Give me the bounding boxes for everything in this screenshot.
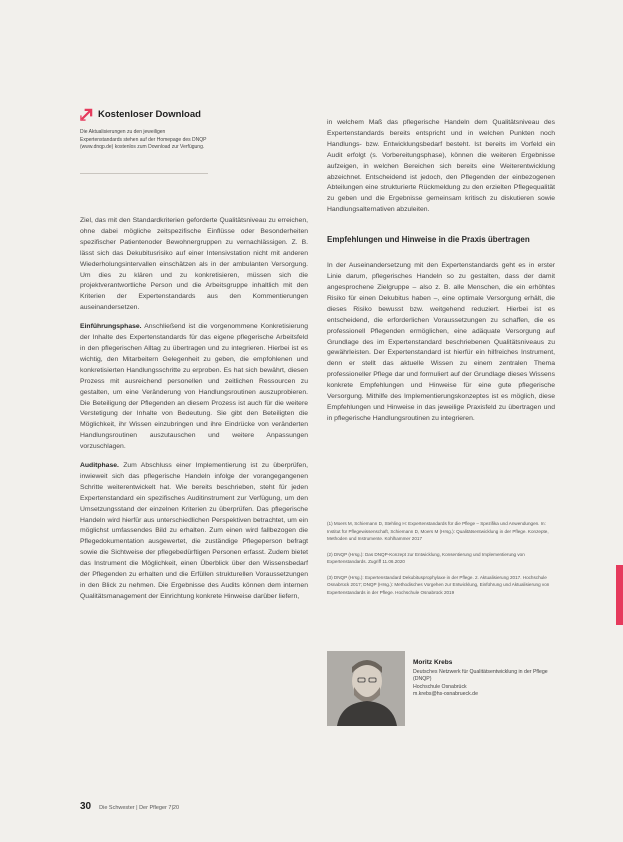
download-divider	[80, 173, 208, 174]
download-title-row	[80, 108, 208, 121]
einfuehrungsphase-text: Anschließend ist die vorgenommene Konkretisierung der Inhalte des Expertenstandards für das eigene pflegerische Arbeitsfeld in den pflegerischen Alltag zu übertragen und zu integrieren. Hierbei ist es wichtig, den Mitarbeitern Gelegenheit zu geben, die empfohlenen und konkretisierten Handlungsschritte zu erproben. Es hat sich bewährt, diesen Prozess mit ausreichend personellen und zeitlichen Ressourcen zu gestalten, um eine Veränderung von Handlungsroutinen auszuprobieren. Die Beteiligung der Pflegenden an diesem Prozess ist auch für die weitere Verstetigung der Inhalte von Bedeutung. Sie gibt den Beteiligten die Möglichkeit, ihr Wissen einzubringen und ihre Eindrücke von veränderten Handlungsroutinen auszutauschen und weitere Anpassungen vorzuschlagen.	[80, 323, 308, 451]
download-box	[80, 108, 208, 152]
right-column	[327, 118, 555, 433]
page-footer	[80, 801, 179, 812]
author-affiliation: Deutsches Netzwerk für Qualitätsentwicklung in der Pflege (DNQP)	[413, 669, 548, 683]
left-paragraph-1: Ziel, das mit den Standardkriterien geforderte Qualitätsniveau zu erreichen, ohne dabei mögliche zeitspezifische Einflüsse oder Besonderheiten spezifischer Patientenoder Bewohnergruppen zu vernachlässigen. Z. B. lässt sich das Dekubitusrisiko auf einer Intensivstation nicht mit anderen Wiederholungsintervallen einschätzen als in der ambulanten Versorgung. Um dies zu klären und zu konkretisieren, müssen sich die projektverantwortliche Person und die Arbeitsgruppe inhaltlich mit den Kriterien der Expertenstandards aus den Kommentierungen auseinandersetzen.	[80, 217, 308, 312]
author-email: m.krebs@hs-osnabrueck.de	[413, 691, 478, 698]
author-name: Moritz Krebs	[413, 659, 453, 666]
author-institution: Hochschule Osnabrück	[413, 683, 467, 690]
reference-item: (3) DNQP (Hrsg.): Expertenstandard Dekubitusprophylaxe in der Pflege. 2. Aktualisierung 2017. Hochschule Osnabrück 2017; DNQP (Hrsg.): Methodisches Vorgehen zur Entwicklung, Einführung und Aktualisierung von Expertenstandards in der Pflege. Hochschule Osnabrück 2019	[327, 574, 550, 595]
author-info	[413, 659, 553, 699]
page-number: 30	[80, 801, 92, 812]
left-column	[80, 216, 308, 611]
footer-title: Die Schwester | Der Pfleger 7|20	[99, 805, 180, 811]
right-paragraph-2: In der Auseinandersetzung mit den Expertenstandards geht es in erster Linie darum, pflegerisches Handeln so zu gestalten, dass der damit angesprochene Zielgruppe – also z. B. alle Menschen, die ein erhöhtes Risiko für einen Dekubitus haben –, eine optimale Versorgung erhält, die dieses Risiko bewusst bzw. weitgehend reduziert. Hierbei ist es entscheidend, die erforderlichen Voraussetzungen zu schaffen, die es professionell Pflegenden ermöglichen, eine adäquate Versorgung auf Grundlage des im Expertenstandard beschriebenen Qualitätsniveaus zu gewährleisten. Der Expertenstandard ist hierfür ein hilfreiches Instrument, denn er stellt das aktuelle Wissen zu einem zentralen Thema professioneller Pflege dar und formuliert auf der Grundlage dieses Wissens konkrete Empfehlungen und Hinweise für eine gute pflegerische Versorgung. Mithilfe des Implementierungskonzeptes ist es möglich, diese Empfehlungen und Hinweise in das jeweilige Praxisfeld zu übertragen und in pflegerische Handlungsroutinen zu integrieren.	[327, 262, 555, 422]
auditphase-lead: Auditphase.	[80, 462, 119, 470]
author-box	[327, 651, 555, 726]
section-heading: Empfehlungen und Hinweise in die Praxis übertragen	[327, 235, 530, 245]
download-text: Die Aktualisierungen zu den jeweiligen Expertenstandards stehen auf der Homepage des DNQP (www.dnqp.de) kostenlos zum Download zur Verfügung.	[80, 129, 207, 150]
references	[327, 520, 555, 604]
download-title: Kostenloser Download	[98, 109, 201, 120]
download-arrow-icon	[80, 108, 93, 121]
reference-item: (2) DNQP (Hrsg.): Das DNQP-Konzept zur Entwicklung, Konsentierung und Implementierung von Expertenstandards. Zugriff 11.06.2020	[327, 551, 525, 564]
accent-bar	[616, 565, 623, 625]
author-photo	[327, 651, 405, 726]
left-paragraph-2	[80, 322, 308, 453]
reference-item: (1) Moers M, Schiemann D, Stehling H: Expertenstandards für die Pflege – Spezifika und Anwendungen. In: Institut für Pflegewissenschaft, Schiemann D, Moers M (Hrsg.): Qualitätsentwicklung in der Pflege. Konzepte, Methoden und Instrumente. Kohlhammer 2017	[327, 521, 549, 541]
einfuehrungsphase-lead: Einführungsphase.	[80, 323, 142, 331]
left-paragraph-3	[80, 461, 308, 603]
right-paragraph-1: in welchem Maß das pflegerische Handeln dem Qualitätsniveau des Expertenstandards bereits entspricht und in welchen Punkten noch Handlungs- bzw. Entwicklungsbedarf besteht. Ist bereits im Vorfeld ein Audit erfolgt (s. Vorbereitungsphase), können die weiteren Ergebnisse aufzeigen, in welchen Bereichen sich bereits eine Weiterentwicklung abzeichnet. Entscheidend ist jedoch, den Pflegenden der einbezogenen Abteilungen eine strukturierte Rückmeldung zu den erzielten Pflegequalität zu geben und die Ergebnisse gemeinsam kritisch zu diskutieren sowie Handlungsalternativen abzuleiten.	[327, 119, 555, 214]
auditphase-text: Zum Abschluss einer Implementierung ist zu überprüfen, inwieweit sich das pflegerische Handeln infolge der vorangegangenen Schritte weiterentwickelt hat. Wie bereits beschrieben, steht für jeden Expertenstandard ein spezifisches Auditinstrument zur Verfügung, um den Umsetzungsstand der einzelnen Kriterien zu überprüfen. Das pflegerische Handeln wird hierfür aus unterschiedlichen Perspektiven betrachtet, um ein möglichst umfassendes Bild zu erhalten. Zum einen wird fallbezogen die Pflegedokumentation ausgewertet, die zuständige Pflegeperson befragt sowie die Sichtweise der pflegebedürftigen Personen erfasst. Zudem bietet das Instrument die Möglichkeit, einen Überblick über den Wissensbedarf der Pflegenden zu erhalten und die Erfüllen strukturellen Voraussetzungen in den Blick zu nehmen. Die Ergebnisse des Audits können dem internen Qualitätsmanagement der Einrichtung konkrete Hinweise darüber liefern,	[80, 462, 308, 600]
